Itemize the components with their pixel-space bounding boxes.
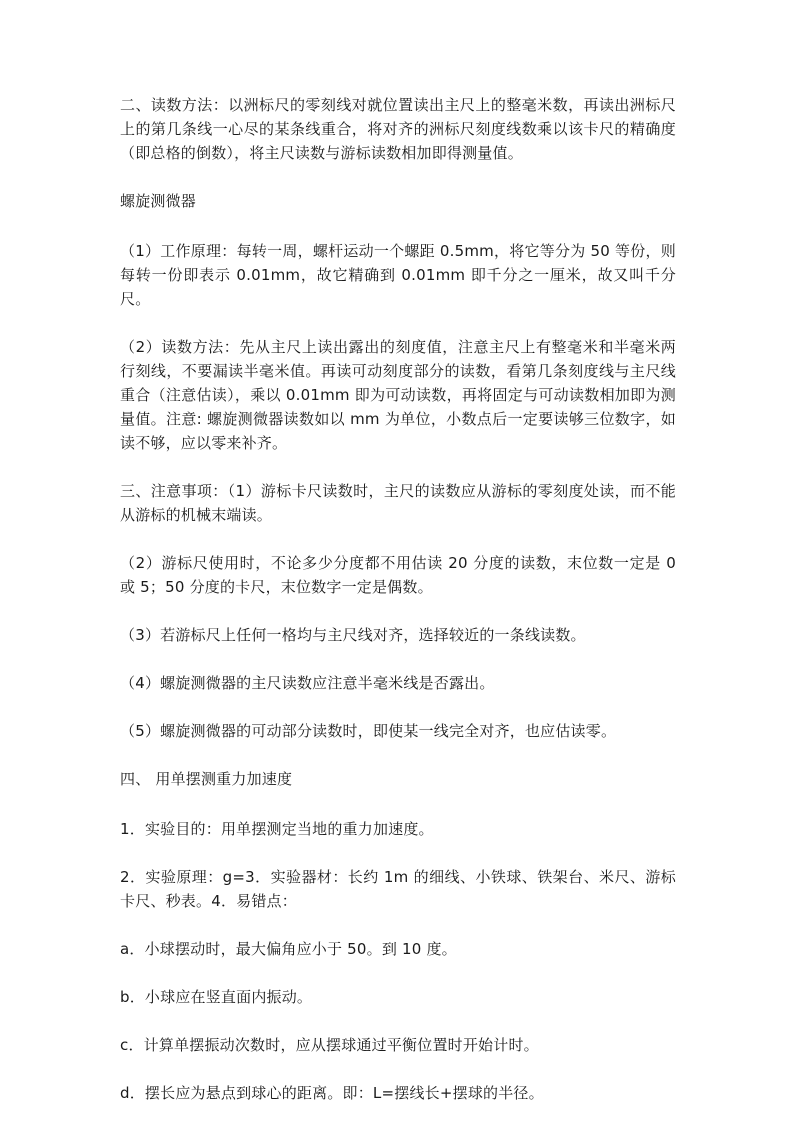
paragraph-pendulum-point-c: c．计算单摆振动次数时，应从摆球通过平衡位置时开始计时。 [120, 1036, 539, 1054]
paragraph-reading-method-vernier: 二、读数方法：以洲标尺的零刻线对就位置读出主尺上的整毫米数，再读出洲标尺上的第几条线一心尽的某条线重合，将对齐的洲标尺刻度线数乘以该卡尺的精确度（即总格的倒数），将主尺读数与游标读数相加即得测量值。 [120, 96, 676, 162]
paragraph-notes-1: 三、注意事项：（1）游标卡尺读数时，主尺的读数应从游标的零刻度处读，而不能从游标的机械末端读。 [120, 482, 676, 524]
paragraph-pendulum-principle: 2．实验原理：g=3．实验器材：长约 1m 的细线、小铁球、铁架台、米尺、游标卡尺、秒表。4．易错点： [120, 868, 676, 910]
paragraph-notes-2: （2）游标尺使用时，不论多少分度都不用估读 20 分度的读数，末位数一定是 0 或 5；50 分度的卡尺，末位数字一定是偶数。 [120, 554, 676, 596]
heading-pendulum: 四、 用单摆测重力加速度 [120, 770, 293, 788]
paragraph-pendulum-purpose: 1．实验目的：用单摆测定当地的重力加速度。 [120, 820, 434, 838]
paragraph-pendulum-point-d: d．摆长应为悬点到球心的距离。即：L=摆线长+摆球的半径。 [120, 1084, 544, 1102]
paragraph-notes-4: （4）螺旋测微器的主尺读数应注意半毫米线是否露出。 [120, 674, 495, 692]
document-page [120, 93, 676, 1129]
paragraph-pendulum-point-b: b．小球应在竖直面内振动。 [120, 988, 313, 1006]
paragraph-micrometer-principle: （1）工作原理：每转一周，螺杆运动一个螺距 0.5mm，将它等分为 50 等份，则每转一份即表示 0.01mm，故它精确到 0.01mm 即千分之一厘米，故又叫千分尺。 [120, 242, 676, 308]
heading-micrometer: 螺旋测微器 [120, 192, 197, 210]
paragraph-notes-5: （5）螺旋测微器的可动部分读数时，即使某一线完全对齐，也应估读零。 [120, 722, 617, 740]
paragraph-notes-3: （3）若游标尺上任何一格均与主尺线对齐，选择较近的一条线读数。 [120, 626, 586, 644]
paragraph-pendulum-point-a: a．小球摆动时，最大偏角应小于 50。到 10 度。 [120, 940, 457, 958]
paragraph-micrometer-reading: （2）读数方法：先从主尺上读出露出的刻度值，注意主尺上有整毫米和半毫米两行刻线，不要漏读半毫米值。再读可动刻度部分的读数，看第几条刻度线与主尺线重合（注意估读），乘以 0.01mm 即为可动读数，再将固定与可动读数相加即为测量值。注意: 螺旋测微器读数如以 mm 为单位，小数点后一定要读够三位数字，如读不够，应以零来补齐。 [120, 338, 676, 452]
